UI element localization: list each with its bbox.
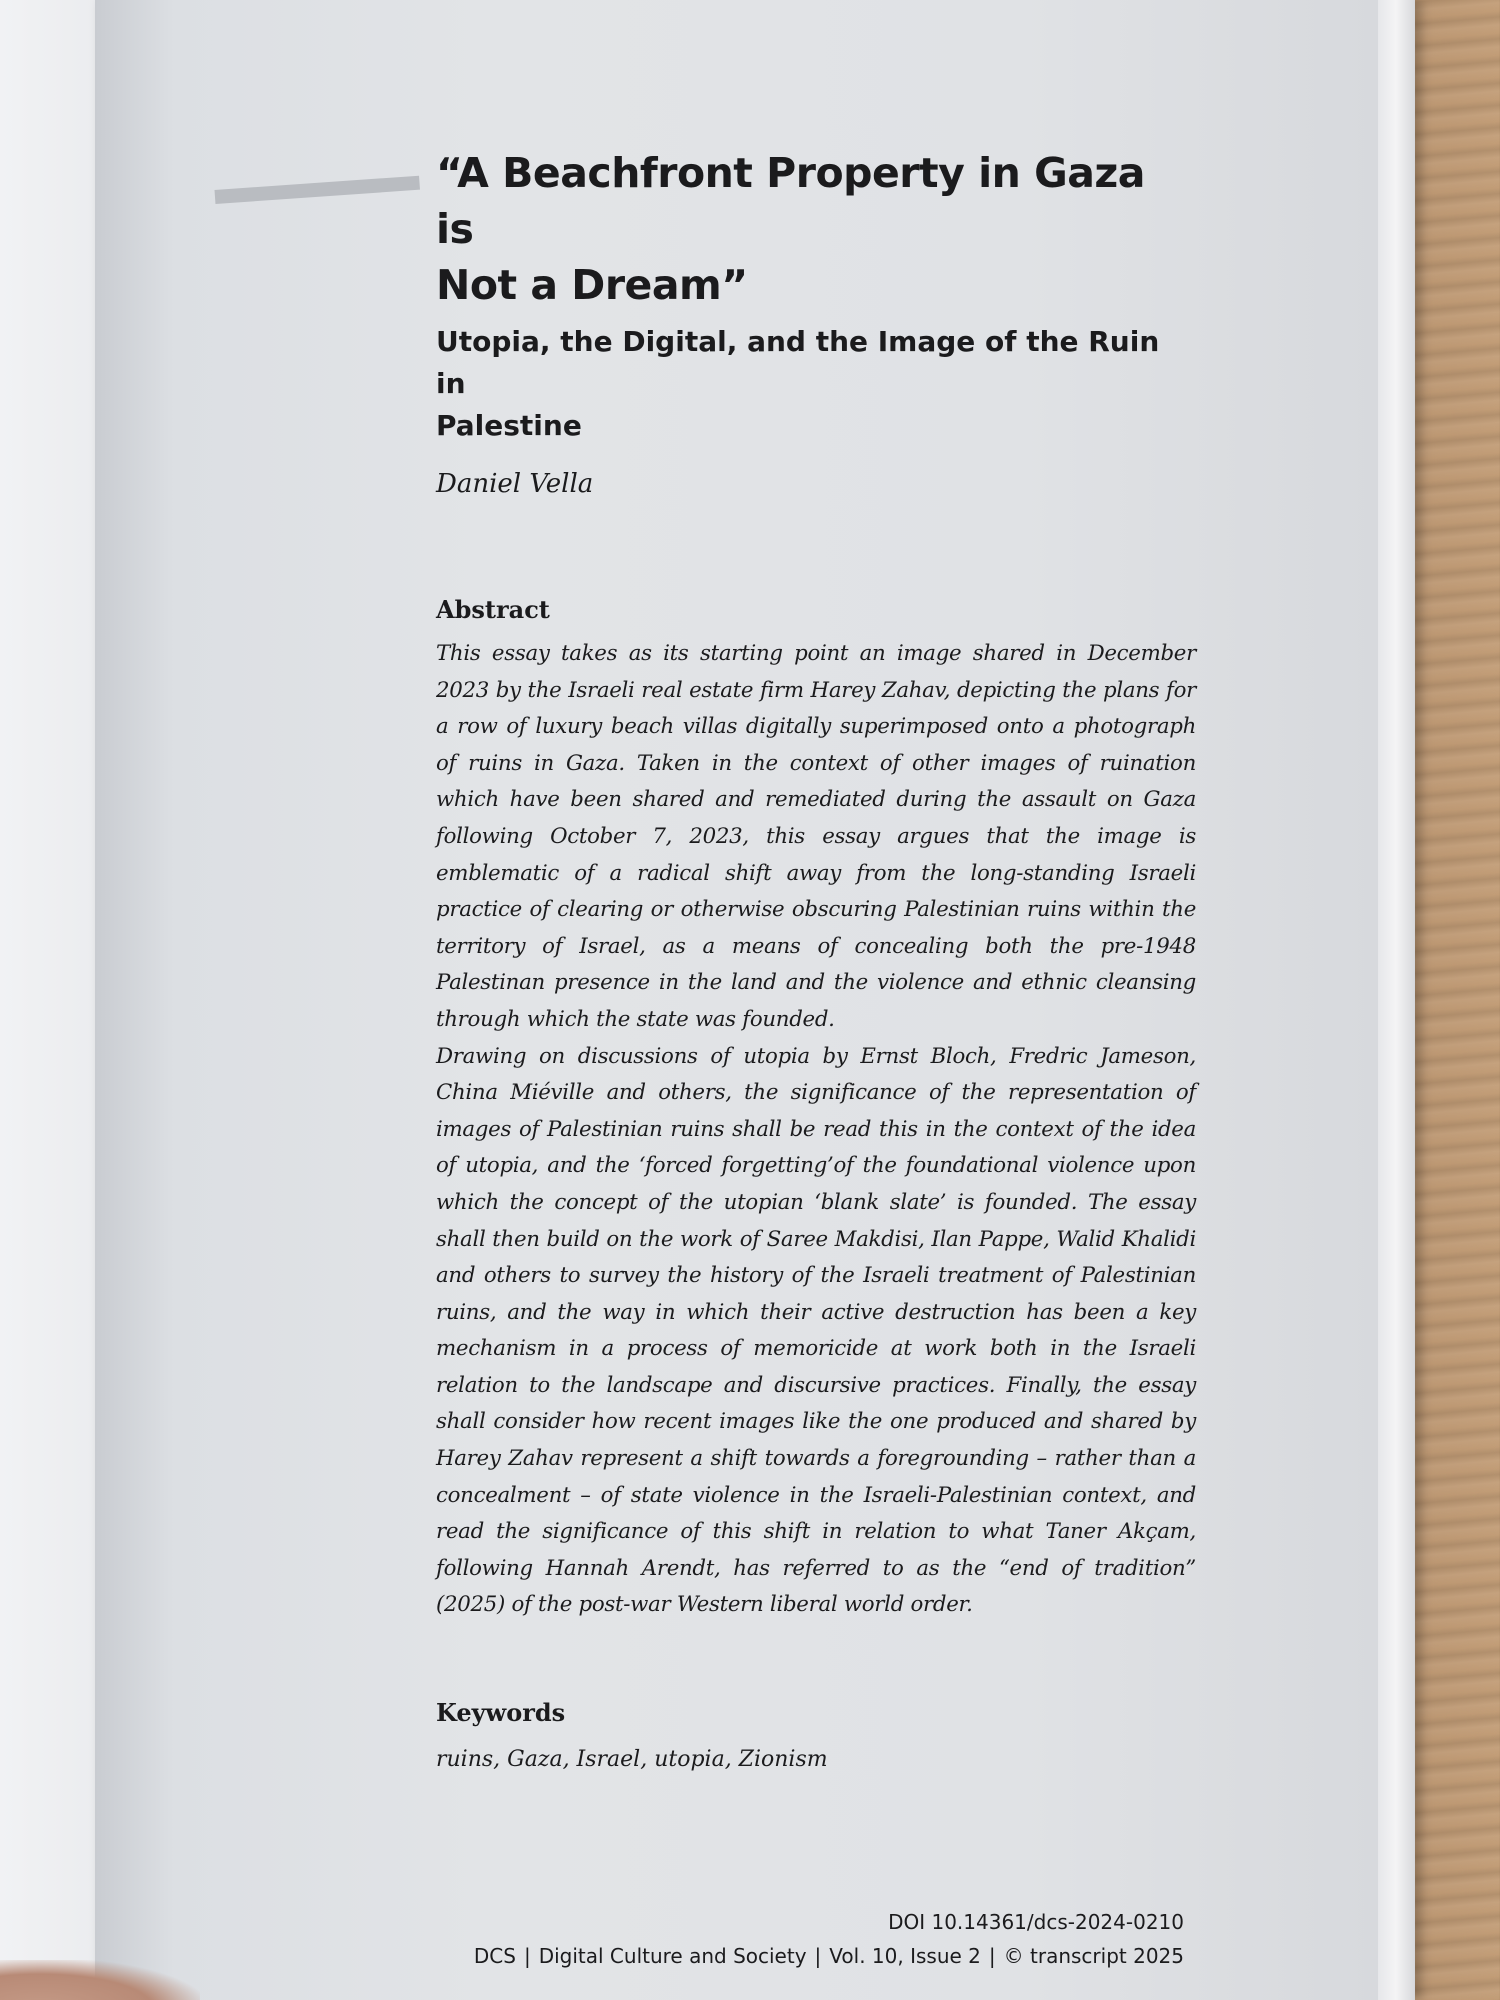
page-footer — [436, 1905, 1184, 1973]
article-subtitle-line-2: Palestine — [436, 409, 582, 442]
article-subtitle-line-1: Utopia, the Digital, and the Image of the Ruin in — [436, 325, 1160, 400]
journal-name: Digital Culture and Society — [538, 1944, 807, 1968]
keywords-list: ruins, Gaza, Israel, utopia, Zionism — [436, 1747, 828, 1773]
footer-separator: | — [523, 1944, 531, 1968]
article-title — [436, 145, 1196, 313]
journal-line — [436, 1939, 1184, 1973]
article-title-line-1: “A Beachfront Property in Gaza is — [436, 149, 1145, 253]
abstract-heading: Abstract — [436, 595, 550, 624]
journal-abbreviation: DCS — [473, 1944, 516, 1968]
article-content — [436, 145, 1196, 1772]
page-edge — [1378, 0, 1414, 2000]
author-name: Daniel Vella — [436, 469, 594, 499]
footer-separator: | — [814, 1944, 822, 1968]
volume-issue: Vol. 10, Issue 2 — [829, 1944, 981, 1968]
abstract-body — [436, 636, 1196, 1624]
thumb-in-frame — [0, 1960, 200, 2000]
article-subtitle — [436, 321, 1196, 447]
doi-line: DOI 10.14361/dcs-2024-0210 — [888, 1910, 1184, 1934]
abstract-paragraph-2: Drawing on discussions of utopia by Ernst Bloch, Fredric Jameson, China Miéville and others, the significance of the representation of images of Palestinian ruins shall be read this in the context of the idea of utopia, and the ‘forced forgetting’of the foundational violence upon which the concept of the utopian ‘blank slate’ is founded. The essay shall then build on the work of Saree Makdisi, Ilan Pappe, Walid Khalidi and others to survey the history of the Israeli treatment of Palestinian ruins, and the way in which their active destruction has been a key mechanism in a process of memoricide at work both in the Israeli relation to the landscape and discursive practices. Finally, the essay shall consider how recent images like the one produced and shared by Harey Zahav represent a shift towards a foregrounding – rather than a concealment – of state violence in the Israeli-Palestinian context, and read the significance of this shift in relation to what Taner Akçam, following Hannah Arendt, has referred to as the “end of tradition” (2025) of the post-war Western liberal world order. — [436, 1043, 1196, 1618]
footer-separator: | — [988, 1944, 996, 1968]
keywords-heading: Keywords — [436, 1698, 566, 1728]
article-title-line-2: Not a Dream” — [436, 261, 748, 309]
copyright-notice: © transcript 2025 — [1003, 1944, 1184, 1968]
abstract-paragraph-1: This essay takes as its starting point an image shared in December 2023 by the Israeli real estate firm Harey Zahav, depicting the plans for a row of luxury beach villas digitally superimposed onto a photograph of ruins in Gaza. Taken in the context of other images of ruination which have been shared and remediated during the assault on Gaza following October 7, 2023, this essay argues that the image is emblematic of a radical shift away from the long-standing Israeli practice of clearing or otherwise obscuring Palestinian ruins within the territory of Israel, as a means of concealing both the pre-1948 Palestinan presence in the land and the violence and ethnic cleansing through which the state was founded. — [436, 641, 1196, 1032]
